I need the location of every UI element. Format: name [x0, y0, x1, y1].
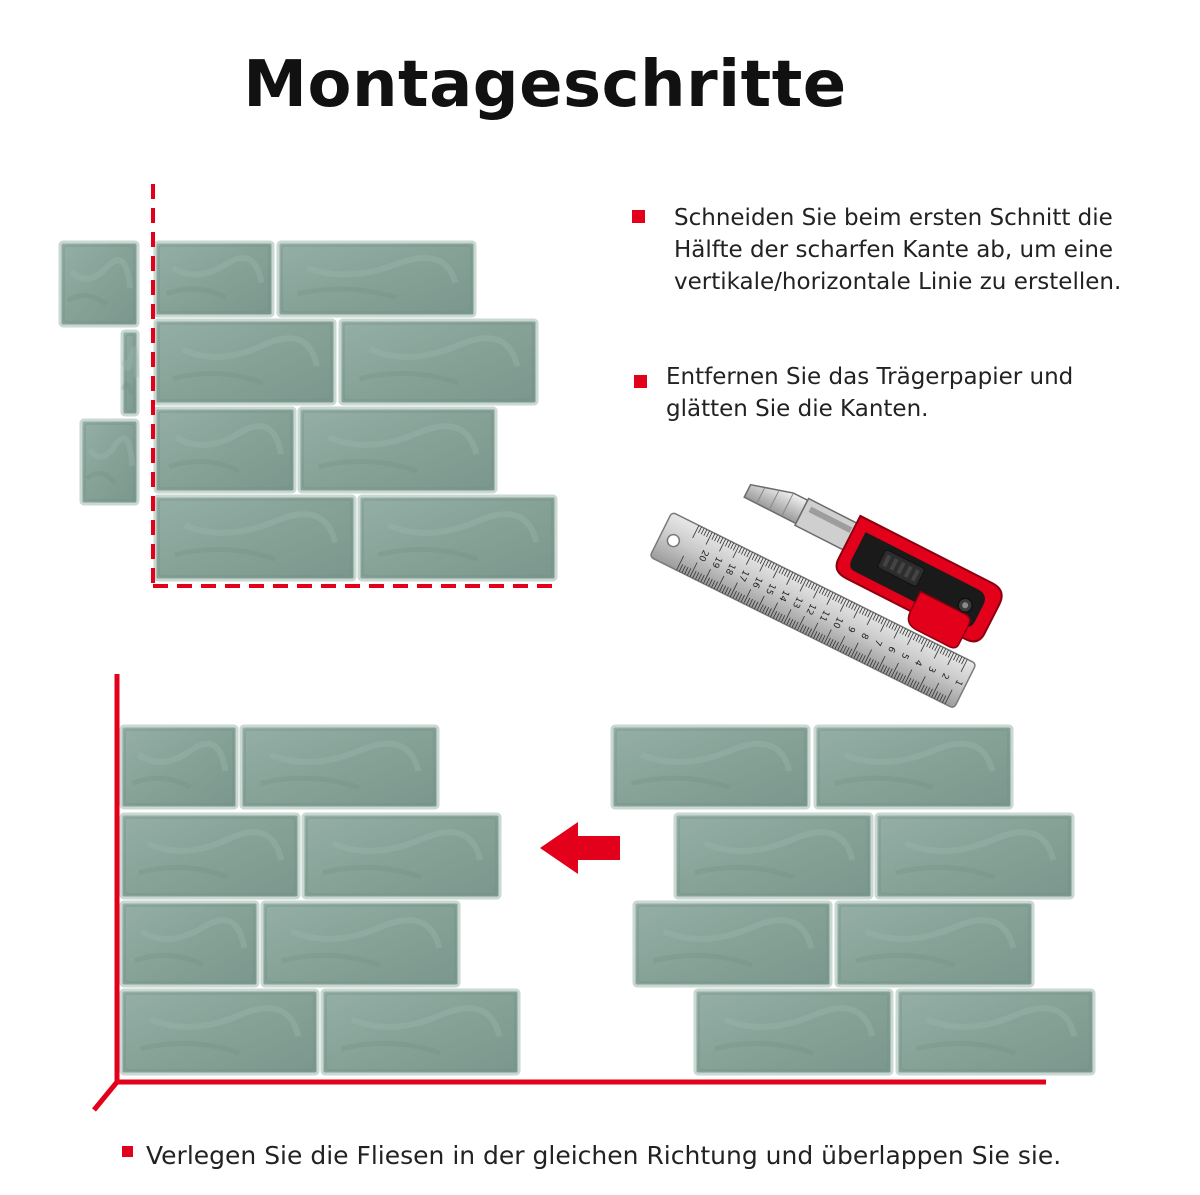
- tile: [121, 726, 237, 808]
- tile: [303, 814, 500, 898]
- ruler-number: 15: [762, 581, 778, 597]
- step-line: Schneiden Sie beim ersten Schnitt die: [674, 205, 1113, 231]
- ruler-number: 20: [695, 547, 710, 563]
- tile: [612, 726, 809, 808]
- page-title: Montageschritte: [243, 48, 847, 122]
- ruler-number: 11: [816, 608, 831, 623]
- tile-sheet-overlap: [612, 726, 1094, 1074]
- tile: [322, 990, 519, 1074]
- ruler-number: 7: [871, 637, 884, 648]
- tile: [897, 990, 1094, 1074]
- tile: [634, 902, 831, 986]
- ruler-number: 14: [776, 588, 791, 603]
- tile: [155, 320, 335, 404]
- ruler-number: 2: [938, 671, 951, 681]
- ruler-number: 3: [925, 664, 937, 674]
- tile: [340, 320, 537, 404]
- ruler-number: 9: [844, 624, 857, 634]
- step-line: Hälfte der scharfen Kante ab, um eine: [674, 237, 1114, 263]
- tile: [155, 496, 355, 580]
- arrow-left-icon: [540, 822, 620, 874]
- ruler-number: 16: [749, 574, 764, 590]
- tile: [155, 242, 273, 316]
- tile: [695, 990, 892, 1074]
- tile: [81, 420, 138, 504]
- tile: [278, 242, 475, 316]
- ruler-number: 5: [898, 650, 911, 661]
- step-line: vertikale/horizontale Linie zu erstellen.: [674, 269, 1122, 295]
- tile: [815, 726, 1012, 808]
- tile-sheet-placed: [121, 726, 519, 1074]
- tile: [121, 990, 318, 1074]
- tile: [876, 814, 1073, 898]
- ruler-number: 10: [830, 614, 845, 630]
- step-line: glätten Sie die Kanten.: [666, 396, 929, 422]
- tile: [262, 902, 459, 986]
- tile: [122, 331, 138, 415]
- tile: [121, 814, 299, 898]
- tile: [121, 902, 258, 986]
- ruler-number: 17: [736, 568, 751, 583]
- step-line: Verlegen Sie die Fliesen in der gleichen Richtung und überlappen Sie sie.: [146, 1141, 1062, 1170]
- tile: [359, 496, 556, 580]
- tile: [299, 408, 496, 492]
- tile: [675, 814, 872, 898]
- ruler-number: 4: [911, 657, 924, 668]
- ruler-number: 13: [789, 594, 804, 610]
- tile: [836, 902, 1033, 986]
- ruler-number: 19: [709, 554, 724, 570]
- ruler-number: 1: [952, 677, 964, 688]
- ruler-number: 6: [885, 644, 897, 654]
- step-line: Entfernen Sie das Trägerpapier und: [666, 364, 1074, 390]
- ruler-number: 12: [803, 601, 818, 617]
- tile: [60, 242, 138, 326]
- tile: [241, 726, 438, 808]
- tile: [155, 408, 295, 492]
- tile-sheet-cut: [60, 242, 556, 580]
- ruler-number: 8: [858, 630, 870, 641]
- ruler-number: 18: [722, 561, 737, 577]
